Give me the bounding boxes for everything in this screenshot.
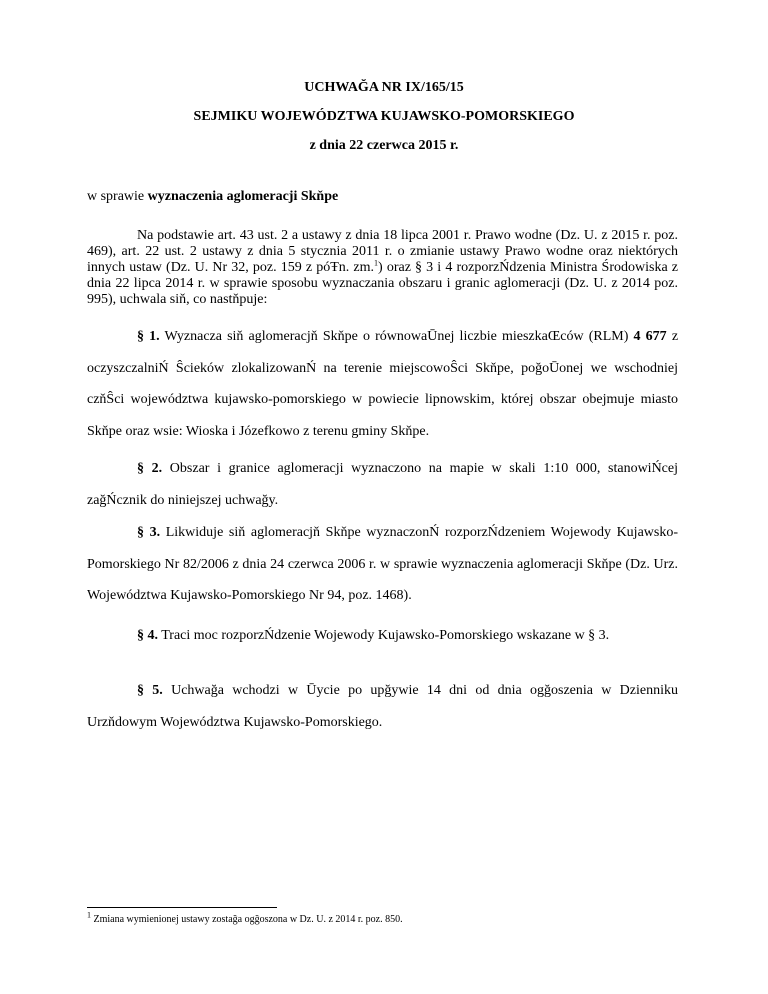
paragraph-4 (87, 620, 678, 652)
paragraph-number: § 3. (137, 525, 161, 540)
paragraph-number: § 4. (137, 628, 158, 643)
footnote-separator (87, 907, 277, 908)
paragraph-5 (87, 675, 678, 738)
legal-basis-text-end: ) oraz § 3 i 4 rozporzŃdzenia Ministra Środowiska z dnia 22 lipca 2014 r. w sprawie sposobu wyznaczania obszaru i granic aglomeracji (Dz. U. z 2014 poz. 995), uchwala siň, co nastňpuje: (87, 260, 679, 307)
document-date: z dnia 22 czerwca 2015 r. (309, 138, 459, 153)
subject-line (87, 189, 338, 205)
paragraph-text: z oczyszczalniŃ Ŝcieków zlokalizowanŃ na terenie miejscowoŜci Skňpe, poğoŪonej we wschodniej czňŜci województwa kujawsko-pomorskiego w powiecie lipnowskim, której obszar obejmuje miasto Skňpe oraz wsie: Wioska i Józefkowo z terenu gminy Skňpe. (87, 329, 679, 439)
paragraph-3 (87, 517, 678, 612)
footnote-text: Zmiana wymienionej ustawy zostağa ogğoszona w Dz. U. z 2014 r. poz. 850. (91, 914, 403, 925)
rlm-value: 4 677 (633, 329, 667, 344)
issuing-body: SEJMIKU WOJEWÓDZTWA KUJAWSKO-POMORSKIEGO (193, 109, 575, 124)
paragraph-number: § 2. (137, 461, 163, 476)
paragraph-text: Obszar i granice aglomeracji wyznaczono na mapie w skali 1:10 000, stanowiŃcej zağŃcznik do niniejszej uchwağy. (87, 461, 679, 508)
legal-basis-text-start: Na podstawie art. 43 ust. 2 a ustawy z dnia 18 lipca 2001 r. Prawo wodne (Dz. U. z 2015 r. poz. 469), art. 22 ust. 2 ustawy z dnia 5 stycznia 2011 r. o zmianie ustawy Prawo wodne oraz niektórych innych ustaw (Dz. U. Nr 32, poz. 159 z póŦn. zm. (87, 228, 678, 275)
footnote-marker: 1 (87, 910, 91, 920)
paragraph-text: Uchwağa wchodzi w Ūycie po upğywie 14 dni od dnia ogğoszenia w Dzienniku Urzňdowym Województwa Kujawsko-Pomorskiego. (87, 683, 678, 730)
subject-title: wyznaczenia aglomeracji Skňpe (147, 189, 339, 204)
paragraph-text: Traci moc rozporzŃdzenie Wojewody Kujawsko-Pomorskiego wskazane w § 3. (158, 628, 610, 643)
document-title: UCHWAĞA NR IX/165/15 (304, 80, 464, 95)
paragraph-2 (87, 453, 678, 516)
footnote-reference: 1 (374, 258, 379, 268)
paragraph-text: Likwiduje siň aglomeracjň Skňpe wyznaczonŃ rozporzŃdzeniem Wojewody Kujawsko-Pomorskiego Nr 82/2006 z dnia 24 czerwca 2006 r. w sprawie wyznaczenia aglomeracji Skňpe (Dz. Urz. Województwa Kujawsko-Pomorskiego Nr 94, poz. 1468). (87, 525, 679, 603)
footnote (87, 910, 678, 926)
paragraph-1 (87, 321, 678, 447)
paragraph-text: Wyznacza siň aglomeracjň Skňpe o równowaŪnej liczbie mieszkaŒców (RLM) (159, 329, 634, 344)
subject-prefix: w sprawie (87, 189, 148, 204)
paragraph-number: § 5. (137, 683, 163, 698)
paragraph-number: § 1. (137, 329, 160, 344)
legal-basis-paragraph (87, 228, 678, 308)
